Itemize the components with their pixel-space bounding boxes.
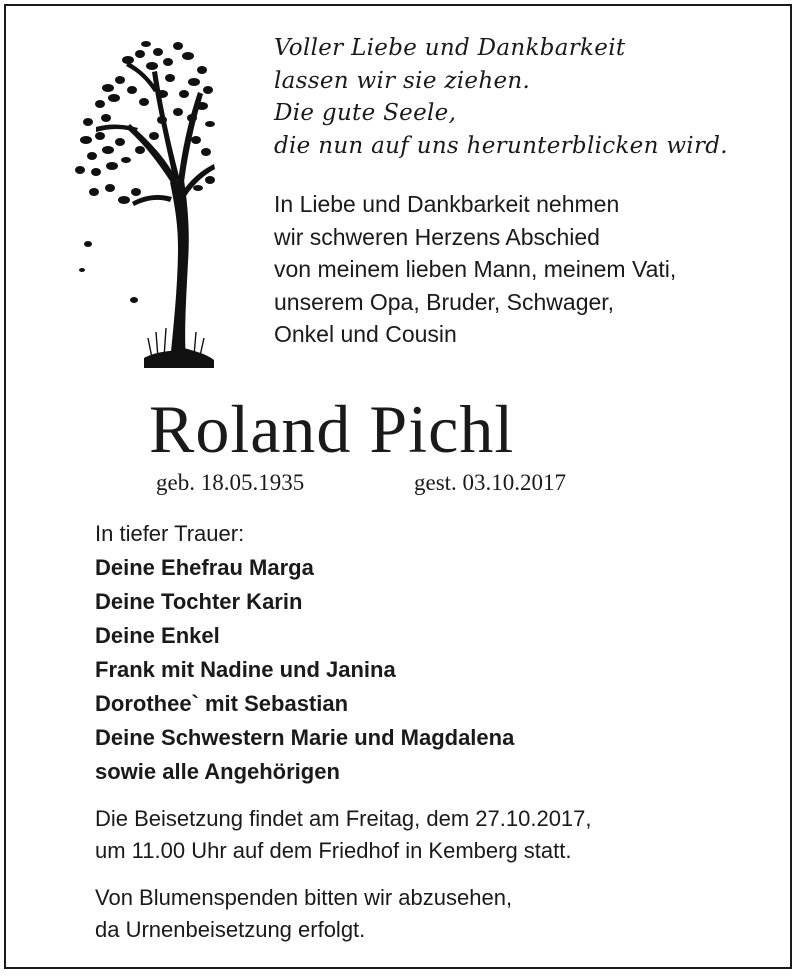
life-dates	[156, 468, 567, 498]
intro-line: von meinem lieben Mann, meinem Vati,	[274, 256, 677, 283]
intro-line: In Liebe und Dankbarkeit nehmen	[274, 191, 620, 217]
intro-line: Onkel und Cousin	[274, 321, 457, 348]
mourners-list	[95, 517, 514, 789]
flowers-line: da Urnenbeisetzung erfolgt.	[95, 917, 366, 942]
poem-line: lassen wir sie ziehen.	[274, 67, 531, 94]
mourner-line: Deine Ehefrau Marga	[95, 555, 314, 580]
poem-line: Die gute Seele,	[274, 100, 457, 126]
mourner-line: Frank mit Nadine und Janina	[95, 657, 396, 682]
funeral-line: um 11.00 Uhr auf dem Friedhof in Kemberg statt.	[95, 838, 572, 863]
mourner-line: Dorothee` mit Sebastian	[95, 691, 349, 716]
death-date: gest. 03.10.2017	[414, 470, 567, 495]
intro-line: unserem Opa, Bruder, Schwager,	[274, 288, 615, 315]
mourner-line: Deine Enkel	[95, 623, 220, 648]
obituary-frame	[4, 4, 792, 969]
poem-line: Voller Liebe und Dankbarkeit	[274, 35, 626, 61]
funeral-line: Die Beisetzung findet am Freitag, dem 27.10.2017,	[95, 806, 592, 831]
funeral-info	[95, 803, 592, 867]
intro-line: wir schweren Herzens Abschied	[274, 223, 600, 250]
flowers-line: Von Blumenspenden bitten wir abzusehen,	[95, 885, 513, 910]
deceased-name: Roland Pichl	[149, 391, 515, 467]
birth-date: geb. 18.05.1935	[156, 470, 305, 495]
poem	[274, 32, 728, 162]
poem-line: die nun auf uns herunterblicken wird.	[274, 132, 728, 159]
mourners-heading: In tiefer Trauer:	[95, 521, 245, 546]
mourner-line: sowie alle Angehörigen	[95, 759, 340, 784]
tree-icon	[66, 32, 216, 372]
flowers-note	[95, 882, 512, 946]
mourner-line: Deine Tochter Karin	[95, 589, 303, 614]
mourner-line: Deine Schwestern Marie und Magdalena	[95, 725, 515, 750]
intro-text	[274, 188, 676, 351]
